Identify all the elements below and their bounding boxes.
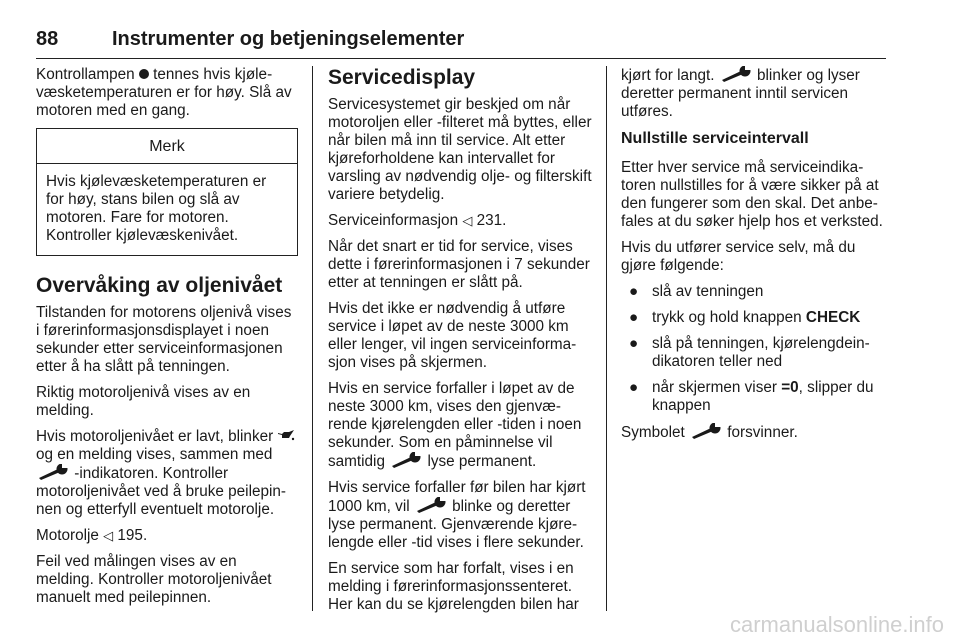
column-middle [328,66,594,622]
list-item: ● slå av tenningen [629,283,764,300]
wrench-icon [389,452,423,468]
paragraph: Riktig motoroljenivå vises av en melding. [36,384,251,419]
button-name: CHECK [805,309,861,326]
note-body: Hvis kjølevæsketemperaturen er for høy, stans bilen og slå av motoren. Fare for motoren. Kontroller kjølevæskenivået. [46,173,267,244]
column-divider [606,66,607,611]
list-item: ● trykk og hold knappen CHECK [629,309,861,326]
paragraph: Hvis en service forfaller i løpet av de neste 3000 km, vises den gjenværende kjørelengden eller -tiden i noen sekunder. Som en påminnelse vil samtidig lyse permanent. [328,380,582,470]
paragraph: Hvis motoroljenivået er lavt, blinker og en melding vises, sammen med -indikatoren. Kontroller motoroljenivået ved å bruke peilepinnen og etterfyll eventuelt motorolje. [36,428,298,519]
display-value: =0 [781,379,799,396]
indicator-dot-icon [139,69,149,79]
wrench-icon [36,464,70,480]
note-box [36,128,298,256]
bullet-icon: ● [629,379,639,396]
note-title: Merk [37,129,297,164]
chapter-title: Instrumenter og betjeningselementer [112,28,465,50]
bullet-icon: ● [629,335,639,352]
paragraph: Kontrollampen tennes hvis kjølevæsketemperaturen er for høy. Slå av motoren med en gang. [36,66,292,119]
paragraph: Hvis service forfaller før bilen har kjørt 1000 km, vil blinke og deretter lyse permanent. Gjenværende kjørelengde eller -tid vises i flere sekunder. [328,479,586,551]
wrench-icon [689,423,723,439]
paragraph: Feil ved målingen vises av en melding. Kontroller motoroljenivået manuelt med peilepinnen. [36,553,272,606]
column-divider [312,66,313,611]
column-left [36,66,298,615]
paragraph: Hvis det ikke er nødvendig å utføre service i løpet av de neste 3000 km eller lenger, vil ingen serviceinformasjon vises på skjermen. [328,300,577,371]
wrench-icon [414,497,448,513]
watermark: carmanualsonline.info [729,612,944,637]
reference-arrow: ◁ [103,528,114,543]
paragraph: Symbolet forsvinner. [621,424,798,441]
list-item: ● når skjermen viser =0, slipper du knappen [629,379,874,414]
paragraph: Etter hver service må serviceindikatoren nullstilles for å være sikker på at den fungerer som den skal. Det anbefales at du søker hjelp hos et verksted. [621,159,883,230]
bullet-icon: ● [629,283,639,300]
bullet-icon: ● [629,309,639,326]
paragraph: Hvis du utfører service selv, må du gjøre følgende: [621,239,856,274]
step-list [621,283,887,415]
section-heading: Servicedisplay [328,66,476,89]
list-item: ● slå på tenningen, kjørelengdeindikatoren teller ned [629,335,870,370]
page-number: 88 [36,28,59,50]
reference-arrow: ◁ [462,213,473,228]
paragraph: Tilstanden for motorens oljenivå vises i førerinformasjonsdisplayet i noen sekunder etter serviceinformasjonen etter å ha slått på tenningen. [36,304,292,375]
wrench-icon [719,66,753,82]
paragraph: Motorolje ◁ 195. [36,527,148,544]
oil-can-icon [277,429,295,441]
paragraph: Serviceinformasjon ◁ 231. [328,212,507,229]
column-right [621,66,887,450]
paragraph: Servicesystemet gir beskjed om når motoroljen eller -filteret må byttes, eller når bilen må inn til service. Alt etter kjøreforholdene kan intervallet for varsling av nødvendig olje- og filterskift variere betydelig. [328,96,592,203]
paragraph: kjørt for langt. blinker og lyser deretter permanent inntil servicen utføres. [621,67,860,120]
section-heading: Overvåking av oljenivået [36,274,283,297]
page-header [36,28,886,59]
subsection-heading: Nullstille serviceintervall [621,130,809,147]
paragraph: Når det snart er tid for service, vises dette i førerinformasjonen i 7 sekunder etter at tenningen er slått på. [328,238,590,291]
paragraph: En service som har forfalt, vises i en melding i førerinformasjonssenteret. Her kan du se kjørelengden bilen har [328,560,579,613]
